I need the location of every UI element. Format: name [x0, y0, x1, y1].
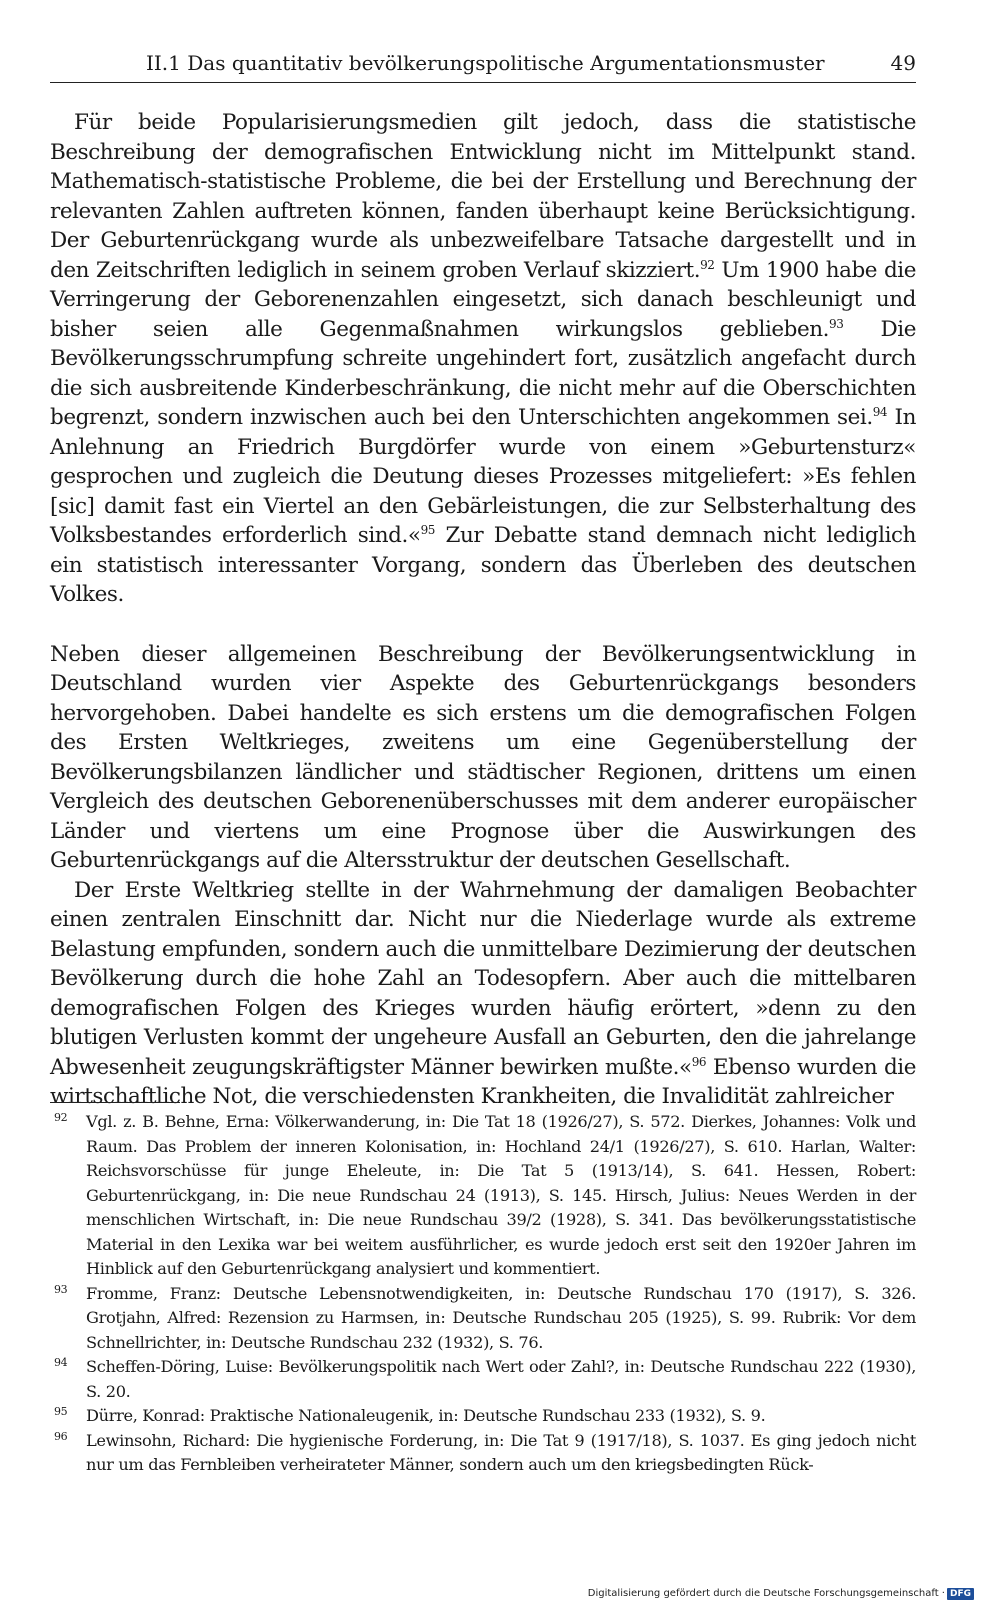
- paragraph-2: Neben dieser allgemeinen Beschreibung der Bevölkerungsentwicklung in Deutschland wurden vier Aspekte des Geburtenrückgangs besonders hervorgehoben. Dabei handelte es sich erstens um die demografischen Folgen des Ersten Weltkrieges, zweitens um eine Gegenüberstellung der Bevölkerungsbilanzen ländlicher und städtischer Regionen, drittens um einen Vergleich des deutschen Geborenenüberschusses mit dem anderer europäischer Länder und viertens um eine Prognose über die Auswirkungen des Geburtenrückgangs auf die Altersstruktur der deutschen Gesellschaft.: [50, 641, 916, 873]
- footnote-text: Vgl. z. B. Behne, Erna: Völkerwanderung, in: Die Tat 18 (1926/27), S. 572. Dierkes, Johannes: Volk und Raum. Das Problem der inneren Kolonisation, in: Hochland 24/1 (1926/27), S. 610. Harlan, Walter: Reichsvorschüsse für junge Eheleute, in: Die Tat 5 (1913/14), S. 641. Hessen, Robert: Geburtenrückgang, in: Die neue Rundschau 24 (1913), S. 145. Hirsch, Julius: Neues Werden in der menschlichen Wirtschaft, in: Die neue Rundschau 39/2 (1928), S. 341. Das bevölkerungsstatistische Material in den Lexika war bei weitem ausführlicher, es wurde jedoch erst seit den 1920er Jahren im Hinblick auf den Geburtenrückgang analysiert und kommentiert.: [86, 1112, 916, 1278]
- footnote-number: 92: [54, 1111, 68, 1124]
- digitization-credit: [588, 1588, 974, 1600]
- paragraph-3: Der Erste Weltkrieg stellte in der Wahrnehmung der damaligen Beobachter einen zentralen Einschnitt dar. Nicht nur die Niederlage wurde als extreme Belastung empfunden, sondern auch die unmittelbare Dezimierung der deutschen Bevölkerung durch die hohe Zahl an Todesopfern. Aber auch die mittelbaren demografischen Folgen des Krieges wurden häufig erörtert, »denn zu den blutigen Verlusten kommt der ungeheure Ausfall an Geburten, den die jahrelange Abwesenheit zeugungskräftigster Männer bewirken mußte.«$^{96}$ Ebenso wurden die wirtschaftliche Not, die verschiedensten Krankheiten, die Invalidität zahlreicher: [50, 877, 916, 1109]
- chapter-title: II.1 Das quantitativ bevölkerungspolitische Argumentationsmuster: [146, 51, 825, 75]
- running-head: [50, 48, 916, 83]
- footnote-number: 94: [54, 1356, 68, 1369]
- paragraph-gap: [50, 610, 916, 640]
- footnote-text: Fromme, Franz: Deutsche Lebensnotwendigkeiten, in: Deutsche Rundschau 170 (1917), S. 326. Grotjahn, Alfred: Rezension zu Harmsen, in: Deutsche Rundschau 205 (1925), S. 99. Rubrik: Vor dem Schnellrichter, in: Deutsche Rundschau 232 (1932), S. 76.: [86, 1283, 916, 1352]
- footnote-text: Lewinsohn, Richard: Die hygienische Forderung, in: Die Tat 9 (1917/18), S. 1037. Es ging jedoch nicht nur um das Fernbleiben verheirateter Männer, sondern auch um den kriegsbedingten Rück-: [86, 1430, 916, 1474]
- paragraph-1: Für beide Popularisierungsmedien gilt jedoch, dass die statistische Beschreibung der demografischen Entwicklung nicht im Mittelpunkt stand. Mathematisch-statistische Probleme, die bei der Erstellung und Berechnung der relevanten Zahlen auftreten können, fanden überhaupt keine Berücksichtigung. Der Geburtenrückgang wurde als unbezweifelbare Tatsache dargestellt und in den Zeitschriften lediglich in seinem groben Verlauf skizziert.$^{92}$ Um 1900 habe die Verringerung der Geborenenzahlen eingesetzt, sich danach beschleunigt und bisher seien alle Gegenmaßnahmen wirkungslos geblieben.$^{93}$ Die Bevölkerungsschrumpfung schreite ungehindert fort, zusätzlich angefacht durch die sich ausbreitende Kinderbeschränkung, die nicht mehr auf die Oberschichten begrenzt, sondern inzwischen auch bei den Unterschichten angekommen sei.$^{94}$ In Anlehnung an Friedrich Burgdörfer wurde von einem »Geburtensturz« gesprochen und zugleich die Deutung dieses Prozesses mitgeliefert: »Es fehlen [sic] damit fast ein Viertel an den Gebärleistungen, die zur Selbsterhaltung des Volksbestandes erforderlich sind.«$^{95}$ Zur Debatte stand demnach nicht lediglich ein statistisch interessanter Vorgang, sondern das Überleben des deutschen Volkes.: [50, 110, 917, 607]
- page-number: 49: [890, 51, 916, 75]
- dfg-logo-icon: DFG: [947, 1588, 974, 1600]
- footnote-number: 93: [54, 1282, 68, 1296]
- footnote-ref-94[interactable]: 94: [872, 404, 888, 419]
- footnote-93: [50, 1282, 916, 1356]
- footnote-number: 96: [54, 1429, 68, 1443]
- footnote-92: [50, 1110, 916, 1282]
- footnote-divider: [50, 1102, 180, 1103]
- footnote-text: Scheffen-Döring, Luise: Bevölkerungspolitik nach Wert oder Zahl?, in: Deutsche Rundschau 222 (1930), S. 20.: [86, 1357, 916, 1401]
- footnote-94: [50, 1355, 916, 1404]
- footnote-number: 95: [54, 1405, 68, 1418]
- footnote-96: [50, 1429, 916, 1478]
- footnote-ref-93[interactable]: 93: [829, 316, 844, 331]
- footnote-95: [50, 1404, 916, 1429]
- main-text: [50, 108, 916, 1112]
- footnote-text: Dürre, Konrad: Praktische Nationaleugenik, in: Deutsche Rundschau 233 (1932), S. 9.: [86, 1406, 766, 1425]
- digitization-text: Digitalisierung gefördert durch die Deutsche Forschungsgemeinschaft ·: [587, 1588, 945, 1599]
- footnote-ref-92[interactable]: 92: [700, 257, 715, 272]
- footnote-ref-96[interactable]: 96: [691, 1054, 707, 1069]
- footnote-ref-95[interactable]: 95: [420, 522, 435, 537]
- footnotes: [50, 1110, 916, 1478]
